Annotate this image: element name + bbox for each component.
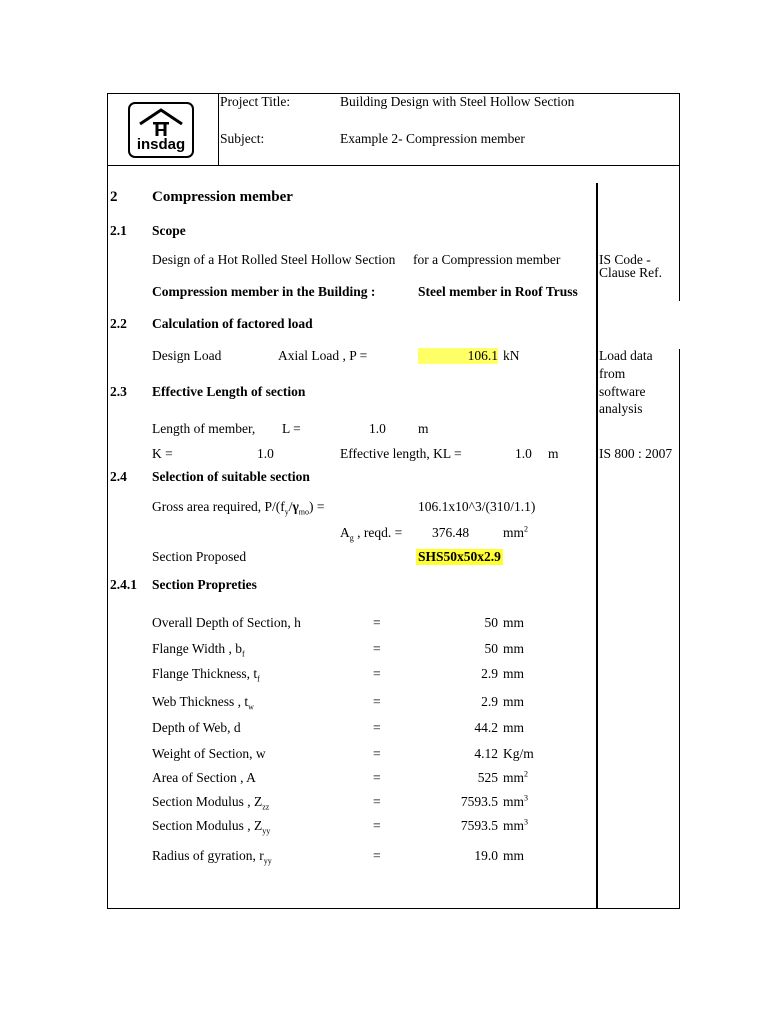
load-data-note-4: analysis [599, 401, 643, 416]
section-2-4-1-title: Section Propreties [152, 577, 257, 592]
property-equals: = [373, 720, 381, 735]
property-label: Flange Width , $b_f$ [152, 641, 245, 659]
property-label: Overall Depth of Section, h [152, 615, 301, 630]
section-proposed-label: Section Proposed [152, 549, 247, 564]
section-2-3-number: 2.3 [110, 384, 127, 399]
property-unit: mm [503, 615, 525, 630]
property-unit: mm [503, 641, 525, 656]
subject-value: Example 2- Compression member [340, 131, 525, 146]
scope-text-b: for a Compression member [413, 252, 561, 267]
length-member-label: Length of member, [152, 421, 256, 436]
load-data-note-2: from [599, 366, 626, 381]
property-unit: Kg/m [503, 746, 534, 761]
property-value: 2.9 [481, 694, 498, 709]
gross-area-label: Gross area required, $P/(f_y/\gamma_{mo})$ = [152, 499, 325, 517]
effective-length-label: Effective length, KL = [340, 446, 462, 461]
property-unit: mm [503, 848, 525, 863]
effective-length-value: 1.0 [515, 446, 532, 461]
k-label: K = [152, 446, 173, 461]
property-label: Depth of Web, d [152, 720, 241, 735]
section-proposed-value: SHS50x50x2.9 [418, 549, 501, 564]
header-divider [218, 93, 219, 165]
section-2-2-title: Calculation of factored load [152, 316, 313, 331]
section-2-4-1-number: 2.4.1 [110, 577, 137, 592]
property-value: 4.12 [474, 746, 498, 761]
section-2-number: 2 [110, 189, 118, 205]
property-equals: = [373, 770, 381, 785]
property-label: Web Thickness , $t_w$ [152, 694, 254, 712]
property-label: Section Modulus , $Z_{yy}$ [152, 818, 271, 836]
section-2-4-number: 2.4 [110, 469, 127, 484]
property-value: 50 [484, 615, 498, 630]
property-label: Section Modulus , $Z_{zz}$ [152, 794, 270, 812]
property-equals: = [373, 794, 381, 809]
axial-load-unit: kN [503, 348, 520, 363]
property-value: 7593.5 [460, 794, 498, 809]
property-unit: mm [503, 720, 525, 735]
property-unit: $mm^3$ [503, 793, 529, 809]
load-data-note-3: software [599, 384, 646, 399]
section-2-3-title: Effective Length of section [152, 384, 306, 399]
frame-header-bottom [107, 165, 680, 166]
axial-load-value: 106.1 [418, 348, 498, 364]
logo-text: insdag [136, 136, 186, 153]
frame-left [107, 93, 108, 909]
property-value: 525 [477, 770, 498, 785]
axial-load-label: Axial Load , P = [278, 348, 368, 363]
project-title-label: Project Title: [220, 94, 291, 109]
frame-right-lower [679, 349, 680, 909]
property-unit: mm [503, 666, 525, 681]
is-code-note: IS Code - [599, 252, 651, 267]
length-l-value: 1.0 [369, 421, 386, 436]
section-2-1-title: Scope [152, 223, 186, 238]
property-equals: = [373, 666, 381, 681]
section-2-title: Compression member [152, 189, 293, 205]
scope-text-a: Design of a Hot Rolled Steel Hollow Section [152, 252, 396, 267]
notes-divider [596, 183, 598, 909]
load-data-note-1: Load data [599, 348, 653, 363]
project-title-value: Building Design with Steel Hollow Section [340, 94, 575, 109]
frame-right [679, 93, 680, 301]
is800-note: IS 800 : 2007 [599, 446, 673, 461]
property-equals: = [373, 818, 381, 833]
effective-length-unit: m [548, 446, 559, 461]
member-value: Steel member in Roof Truss [418, 284, 578, 299]
property-unit: mm [503, 694, 525, 709]
property-value: 19.0 [474, 848, 498, 863]
property-label: Weight of Section, w [152, 746, 266, 761]
section-2-1-number: 2.1 [110, 223, 127, 238]
ag-reqd-value: 376.48 [432, 525, 470, 540]
section-2-4-title: Selection of suitable section [152, 469, 310, 484]
section-2-2-number: 2.2 [110, 316, 127, 331]
k-value: 1.0 [257, 446, 274, 461]
property-value: 7593.5 [460, 818, 498, 833]
property-equals: = [373, 615, 381, 630]
property-value: 44.2 [474, 720, 498, 735]
property-equals: = [373, 848, 381, 863]
property-label: Area of Section , A [152, 770, 256, 785]
property-unit: $mm^2$ [503, 769, 529, 785]
clause-ref-note: Clause Ref. [599, 265, 662, 280]
frame-bottom [107, 908, 680, 909]
property-value: 2.9 [481, 666, 498, 681]
ag-reqd-unit: $mm^2$ [503, 524, 529, 540]
design-load-label: Design Load [152, 348, 222, 363]
gross-area-value: 106.1x10^3/(310/1.1) [418, 499, 536, 514]
property-unit: $mm^3$ [503, 817, 529, 833]
property-equals: = [373, 694, 381, 709]
length-l-label: L = [282, 421, 301, 436]
property-equals: = [373, 641, 381, 656]
property-value: 50 [484, 641, 498, 656]
length-l-unit: m [418, 421, 429, 436]
property-label: Radius of gyration, $r_{yy}$ [152, 848, 272, 866]
property-equals: = [373, 746, 381, 761]
ag-reqd-label: $A_g$ , reqd. = [340, 525, 403, 543]
member-label: Compression member in the Building : [152, 284, 376, 299]
insdag-logo [128, 102, 194, 158]
property-label: Flange Thickness, $t_f$ [152, 666, 260, 684]
subject-label: Subject: [220, 131, 265, 146]
